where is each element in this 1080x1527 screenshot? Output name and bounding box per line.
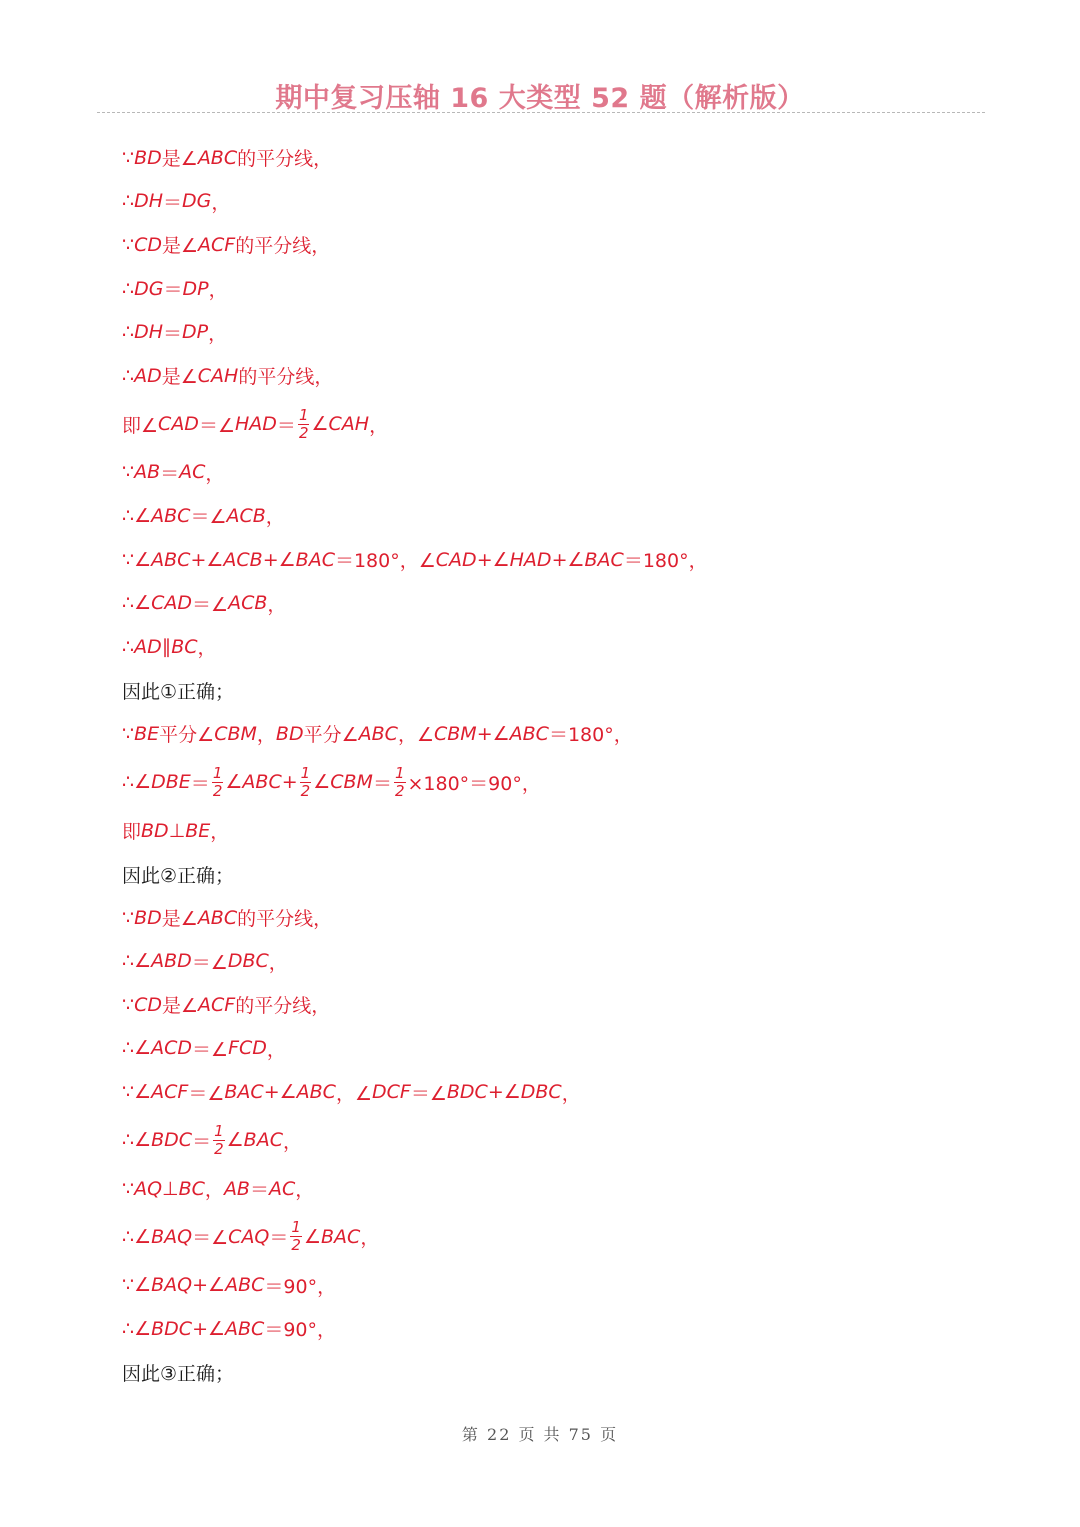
math-symbol: BAC <box>295 548 335 571</box>
proof-text: ∴∠ <box>122 1317 152 1340</box>
proof-text: ， <box>268 951 288 974</box>
proof-text: ∵∠ <box>122 1081 152 1104</box>
proof-body <box>122 136 962 1394</box>
math-symbol: DG <box>182 190 212 213</box>
proof-line <box>122 1027 962 1071</box>
proof-line <box>122 1210 962 1263</box>
proof-text: ∴∠ <box>122 771 152 794</box>
math-symbol: ABC <box>225 1317 265 1340</box>
math-symbol: HAD <box>509 548 552 571</box>
proof-text: ∴∠ <box>122 1225 152 1248</box>
proof-text: ＝∠ <box>190 506 227 529</box>
proof-text: ＝∠ <box>188 1082 225 1105</box>
proof-text: 是∠ <box>161 908 198 931</box>
math-symbol: ACB <box>223 548 263 571</box>
proof-text: ∠ <box>225 771 243 794</box>
proof-text: ∴∠ <box>122 950 152 973</box>
proof-text: ＝∠ <box>192 593 229 616</box>
proof-text: ∠ <box>313 771 331 794</box>
math-symbol: DBC <box>520 1081 562 1104</box>
proof-line <box>122 180 962 224</box>
math-symbol: BC <box>178 1177 205 1200</box>
math-symbol: BDC <box>446 1081 488 1104</box>
math-symbol: DP <box>182 321 209 344</box>
math-symbol: BAC <box>584 548 624 571</box>
proof-text: 是∠ <box>161 148 198 171</box>
proof-text: 的平分线， <box>238 366 334 389</box>
proof-text: ＝ <box>372 772 392 795</box>
fraction <box>300 765 312 800</box>
proof-line <box>122 581 962 625</box>
proof-text: ， <box>561 1082 581 1105</box>
proof-text: ， <box>204 1179 224 1202</box>
proof-line <box>122 310 962 354</box>
fraction-denominator: 2 <box>298 423 309 442</box>
fraction-numerator: 1 <box>291 1218 301 1237</box>
proof-text: ∴ <box>122 635 135 658</box>
fraction <box>298 407 310 442</box>
proof-text: + <box>281 771 298 794</box>
math-symbol: CD <box>134 233 162 256</box>
proof-text: ∵ <box>122 233 135 256</box>
proof-text: ∵ <box>122 1177 135 1200</box>
math-symbol: DH <box>134 321 164 344</box>
proof-text: ， <box>210 821 230 844</box>
header-divider <box>97 112 985 113</box>
math-symbol: CD <box>134 993 162 1016</box>
fraction <box>290 1219 302 1254</box>
proof-line <box>122 538 962 582</box>
math-symbol: ABC <box>151 504 191 527</box>
math-symbol: CAD <box>151 592 193 615</box>
proof-line <box>122 1263 962 1307</box>
proof-text: ＝180°， <box>548 724 633 747</box>
proof-text: ， <box>211 191 231 214</box>
conclusion-text: 因此①正确； <box>122 680 235 703</box>
math-symbol: BD <box>141 819 169 842</box>
math-symbol: ABC <box>151 548 191 571</box>
math-symbol: CAD <box>435 548 477 571</box>
proof-text: 平分∠ <box>159 724 215 747</box>
proof-line <box>122 1114 962 1167</box>
math-symbol: DBE <box>151 771 191 794</box>
math-symbol: CAH <box>328 413 370 436</box>
proof-text: ＝90°， <box>264 1275 337 1298</box>
proof-line <box>122 494 962 538</box>
math-symbol: BE <box>134 722 160 745</box>
math-symbol: BDC <box>151 1129 193 1152</box>
math-symbol: AC <box>179 461 206 484</box>
proof-text: ∠ <box>303 1225 322 1248</box>
math-symbol: DP <box>182 277 209 300</box>
conclusion-text: 因此②正确； <box>122 864 235 887</box>
math-symbol: ACF <box>198 233 236 256</box>
fraction-numerator: 1 <box>212 763 223 782</box>
proof-text: +∠ <box>190 548 224 571</box>
proof-text: ×180°＝90°， <box>407 772 541 795</box>
math-symbol: DCF <box>372 1081 411 1104</box>
proof-line <box>122 354 962 398</box>
proof-text: ＝ <box>160 462 180 485</box>
math-symbol: DG <box>134 277 164 300</box>
proof-text: ∴∠ <box>122 1129 152 1152</box>
proof-text: ， <box>208 322 228 345</box>
proof-text: ＝ <box>163 191 183 214</box>
proof-text: ∴∠ <box>122 1037 152 1060</box>
math-symbol: AB <box>134 461 161 484</box>
proof-text: +∠ <box>262 548 296 571</box>
proof-text: ， <box>267 593 287 616</box>
proof-text: ∵ <box>122 461 135 484</box>
math-symbol: BC <box>171 635 198 658</box>
proof-text: ∵ <box>122 722 135 745</box>
math-symbol: ABD <box>151 950 192 973</box>
math-symbol: ACB <box>228 592 268 615</box>
proof-line <box>122 625 962 669</box>
proof-line <box>122 669 962 713</box>
math-symbol: CAH <box>197 364 239 387</box>
proof-text: ∥ <box>161 635 172 658</box>
math-symbol: ABC <box>358 722 398 745</box>
proof-line <box>122 1351 962 1395</box>
math-symbol: BAQ <box>151 1274 193 1297</box>
proof-text: ， <box>205 462 225 485</box>
proof-text: ∴∠ <box>122 504 152 527</box>
proof-text: ∵ <box>122 146 135 169</box>
proof-line <box>122 852 962 896</box>
proof-text: ＝ <box>163 322 183 345</box>
math-symbol: BE <box>185 819 211 842</box>
math-symbol: FCD <box>228 1037 267 1060</box>
proof-text: 即∠ <box>122 414 159 437</box>
proof-text: ＝∠ <box>191 951 228 974</box>
math-symbol: AD <box>134 364 162 387</box>
proof-line <box>122 712 962 756</box>
fraction-numerator: 1 <box>394 763 405 782</box>
fraction <box>394 765 406 800</box>
proof-line <box>122 398 962 451</box>
math-symbol: CBM <box>330 771 373 794</box>
proof-text: +∠ <box>192 1274 226 1297</box>
proof-text: 的平分线， <box>235 235 331 258</box>
proof-text: ＝ <box>269 1227 289 1250</box>
proof-text: ， <box>282 1130 302 1153</box>
fraction-numerator: 1 <box>300 763 311 782</box>
fraction-denominator: 2 <box>394 781 405 800</box>
proof-line <box>122 136 962 180</box>
proof-text: ＝∠ <box>192 1038 229 1061</box>
proof-text: ∵ <box>122 906 135 929</box>
proof-text: 的平分线， <box>237 908 333 931</box>
proof-text: +∠ <box>192 1317 226 1340</box>
math-symbol: BDC <box>151 1317 193 1340</box>
proof-text: ，∠ <box>397 724 434 747</box>
proof-line <box>122 1167 962 1211</box>
math-symbol: BAC <box>321 1225 361 1248</box>
proof-text: ＝ <box>192 1130 212 1153</box>
math-symbol: ABC <box>197 906 238 929</box>
math-symbol: BAQ <box>151 1225 193 1248</box>
proof-text: +∠ <box>487 1081 521 1104</box>
math-symbol: BD <box>275 722 304 745</box>
proof-line <box>122 896 962 940</box>
math-symbol: ACF <box>151 1081 189 1104</box>
math-symbol: ACD <box>151 1037 193 1060</box>
proof-text: +∠ <box>476 548 510 571</box>
math-symbol: AQ <box>134 1177 163 1200</box>
proof-line <box>122 756 962 809</box>
proof-text: 即 <box>122 821 142 844</box>
math-symbol: BAC <box>243 1129 283 1152</box>
math-symbol: ABC <box>296 1081 336 1104</box>
proof-text: ＝90°， <box>264 1319 337 1342</box>
fraction-denominator: 2 <box>214 1139 224 1158</box>
proof-line <box>122 1070 962 1114</box>
proof-text: +∠ <box>476 722 510 745</box>
proof-text: ， <box>256 724 276 747</box>
proof-text: ＝∠ <box>410 1082 447 1105</box>
math-symbol: DBC <box>227 950 269 973</box>
proof-text: ∴ <box>122 190 135 213</box>
math-symbol: BD <box>134 146 162 169</box>
proof-text: ∵∠ <box>122 548 152 571</box>
proof-text: 是∠ <box>162 235 199 258</box>
proof-line <box>122 983 962 1027</box>
conclusion-text: 因此③正确； <box>122 1362 235 1385</box>
math-symbol: AD <box>134 635 162 658</box>
proof-text: 是∠ <box>161 366 198 389</box>
math-symbol: AB <box>223 1177 250 1200</box>
math-symbol: CAQ <box>228 1225 270 1248</box>
proof-line <box>122 1307 962 1351</box>
fraction-denominator: 2 <box>300 781 311 800</box>
fraction-denominator: 2 <box>291 1236 301 1255</box>
math-symbol: ABC <box>242 771 282 794</box>
page-title: 期中复习压轴 16 大类型 52 题（解析版） <box>275 83 805 114</box>
proof-text: ∠ <box>311 413 329 436</box>
fraction-numerator: 1 <box>298 405 309 424</box>
proof-text: ， <box>360 1227 380 1250</box>
proof-text: 平分∠ <box>303 724 359 747</box>
proof-text: ∵ <box>122 993 135 1016</box>
proof-text: ， <box>266 1038 286 1061</box>
proof-text: 的平分线， <box>235 995 331 1018</box>
math-symbol: CBM <box>433 722 477 745</box>
proof-text: ⊥ <box>168 819 186 842</box>
math-symbol: CAD <box>158 413 199 436</box>
fraction-denominator: 2 <box>212 781 223 800</box>
proof-text: ∠ <box>226 1129 244 1152</box>
proof-text: ＝ <box>276 414 296 437</box>
proof-line <box>122 223 962 267</box>
proof-text: ∴∠ <box>122 592 152 615</box>
math-symbol: DH <box>134 190 164 213</box>
proof-text: ， <box>208 279 228 302</box>
proof-line <box>122 809 962 853</box>
proof-text: ， <box>295 1179 315 1202</box>
fraction-numerator: 1 <box>214 1121 224 1140</box>
proof-text: ∴ <box>122 364 135 387</box>
math-symbol: ABC <box>225 1274 265 1297</box>
math-symbol: ACB <box>226 504 266 527</box>
proof-text: ＝ <box>249 1179 269 1202</box>
math-symbol: AC <box>269 1177 296 1200</box>
math-symbol: CBM <box>214 722 257 745</box>
proof-text: ， <box>369 414 389 437</box>
proof-text: +∠ <box>551 548 585 571</box>
proof-text: +∠ <box>263 1081 297 1104</box>
proof-text: ∴ <box>122 277 135 300</box>
proof-text: ，∠ <box>335 1082 372 1105</box>
proof-text: ＝180°，∠ <box>334 550 436 573</box>
proof-line <box>122 451 962 495</box>
math-symbol: BD <box>134 906 162 929</box>
proof-text: ＝180°， <box>623 550 708 573</box>
proof-text: ＝ <box>163 279 183 302</box>
fraction <box>213 1123 225 1158</box>
math-symbol: BAC <box>224 1081 264 1104</box>
proof-line <box>122 940 962 984</box>
math-symbol: ABC <box>197 146 238 169</box>
proof-text: ＝∠ <box>198 414 235 437</box>
proof-text: ＝ <box>190 772 210 795</box>
proof-text: ， <box>197 637 217 660</box>
proof-text: 的平分线， <box>237 148 333 171</box>
proof-text: ， <box>265 506 285 529</box>
math-symbol: HAD <box>235 413 277 436</box>
math-symbol: ACF <box>198 993 236 1016</box>
proof-line <box>122 267 962 311</box>
proof-text: 是∠ <box>162 995 199 1018</box>
page-number: 第 22 页 共 75 页 <box>461 1425 619 1444</box>
math-symbol: ABC <box>509 722 549 745</box>
proof-text: ∵∠ <box>122 1274 152 1297</box>
proof-text: ⊥ <box>162 1177 179 1200</box>
fraction <box>212 765 224 800</box>
proof-text: ∴ <box>122 321 135 344</box>
proof-text: ＝∠ <box>192 1227 229 1250</box>
